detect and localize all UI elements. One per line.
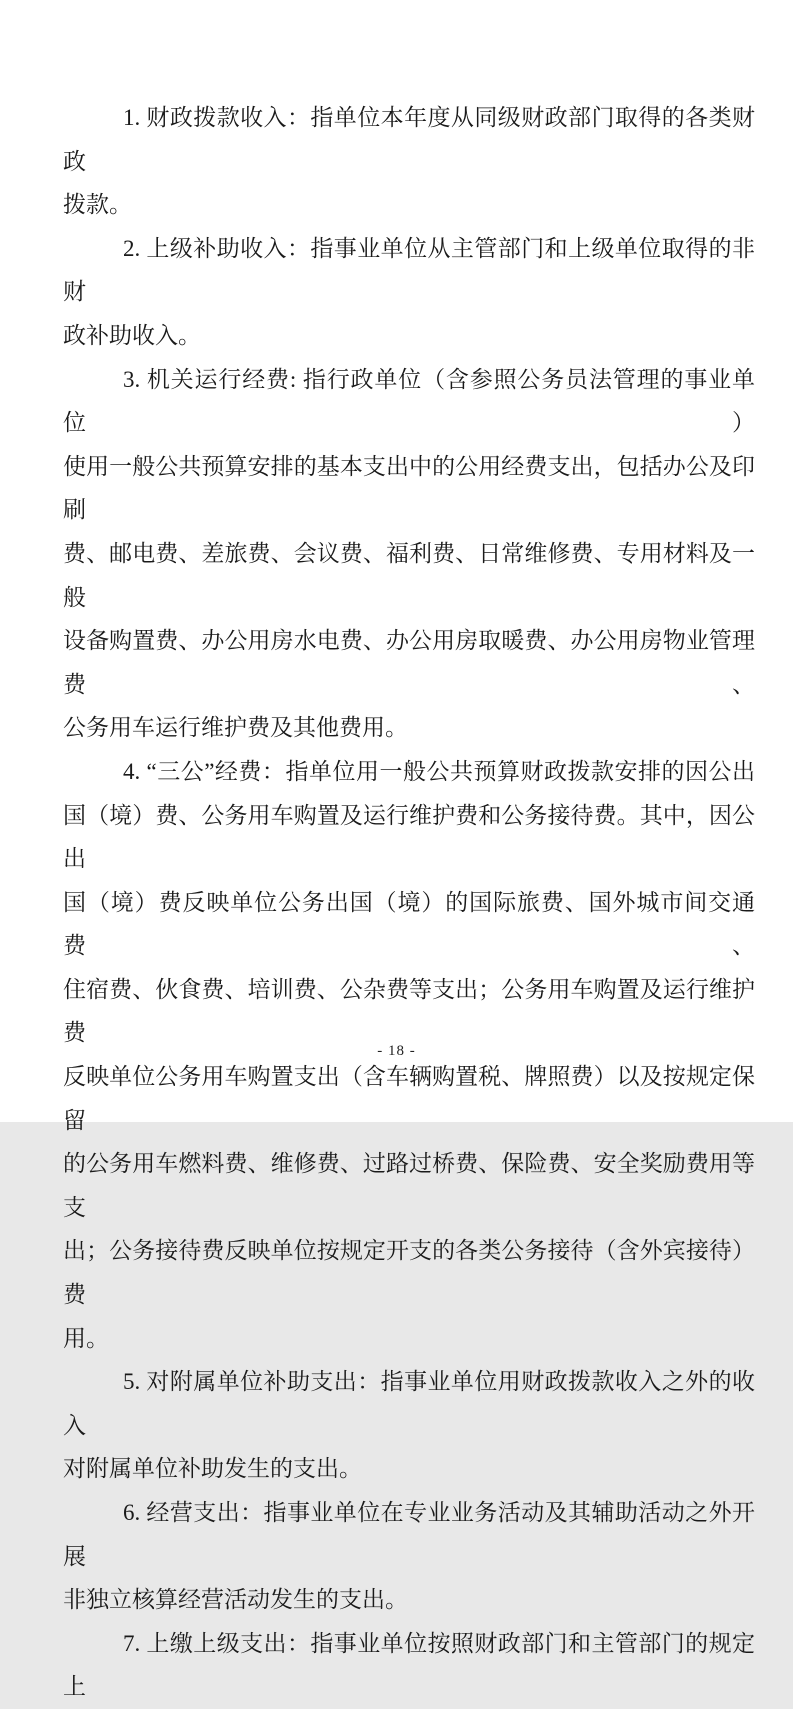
text-line: 4. “三公”经费：指单位用一般公共预算财政拨款安排的因公出 bbox=[123, 758, 755, 784]
text-line: 非独立核算经营活动发生的支出。 bbox=[63, 1587, 408, 1613]
paragraph-payment-to-superior-expense bbox=[63, 1622, 755, 1709]
text-line: 政补助收入。 bbox=[63, 322, 201, 348]
page-number: - 18 - bbox=[377, 1043, 416, 1059]
paragraph-fiscal-appropriation-income bbox=[63, 96, 755, 227]
paragraph-operating-expense bbox=[63, 1491, 755, 1622]
text-line: 国（境）费、公务用车购置及运行维护费和公务接待费。其中，因公出 bbox=[63, 802, 755, 872]
text-line: 设备购置费、办公用房水电费、办公用房取暖费、办公用房物业管理费、 bbox=[63, 628, 755, 697]
text-line: 使用一般公共预算安排的基本支出中的公用经费支出，包括办公及印刷 bbox=[63, 453, 755, 523]
text-line: 出；公务接待费反映单位按规定开支的各类公务接待（含外宾接待）费 bbox=[63, 1238, 755, 1308]
text-line: 5. 对附属单位补助支出：指事业单位用财政拨款收入之外的收入 bbox=[63, 1369, 755, 1438]
text-line: 国（境）费反映单位公务出国（境）的国际旅费、国外城市间交通费、 bbox=[63, 889, 755, 959]
page-footer bbox=[0, 1041, 793, 1061]
text-line: 住宿费、伙食费、培训费、公杂费等支出；公务用车购置及运行维护费 bbox=[63, 976, 755, 1046]
text-line: 拨款。 bbox=[63, 192, 132, 218]
text-line: 7. 上缴上级支出：指事业单位按照财政部门和主管部门的规定上 bbox=[63, 1630, 755, 1700]
document-body bbox=[63, 96, 755, 1709]
paragraph-agency-operating-funds bbox=[63, 358, 755, 750]
text-line: 1. 财政拨款收入：指单位本年度从同级财政部门取得的各类财政 bbox=[63, 105, 755, 174]
paragraph-subsidy-to-affiliates-expense bbox=[63, 1360, 755, 1491]
text-line: 6. 经营支出：指事业单位在专业业务活动及其辅助活动之外开展 bbox=[63, 1500, 755, 1569]
text-line: 3. 机关运行经费: 指行政单位（含参照公务员法管理的事业单位） bbox=[63, 366, 755, 436]
text-line: 公务用车运行维护费及其他费用。 bbox=[63, 715, 408, 741]
text-line: 反映单位公务用车购置支出（含车辆购置税、牌照费）以及按规定保留 bbox=[63, 1064, 755, 1133]
paragraph-superior-subsidy-income bbox=[63, 227, 755, 358]
text-line: 的公务用车燃料费、维修费、过路过桥费、保险费、安全奖励费用等支 bbox=[63, 1151, 755, 1220]
text-line: 用。 bbox=[63, 1325, 109, 1351]
text-line: 2. 上级补助收入：指事业单位从主管部门和上级单位取得的非财 bbox=[63, 235, 755, 305]
text-line: 费、邮电费、差旅费、会议费、福利费、日常维修费、专用材料及一般 bbox=[63, 540, 755, 610]
text-line: 对附属单位补助发生的支出。 bbox=[63, 1456, 362, 1482]
